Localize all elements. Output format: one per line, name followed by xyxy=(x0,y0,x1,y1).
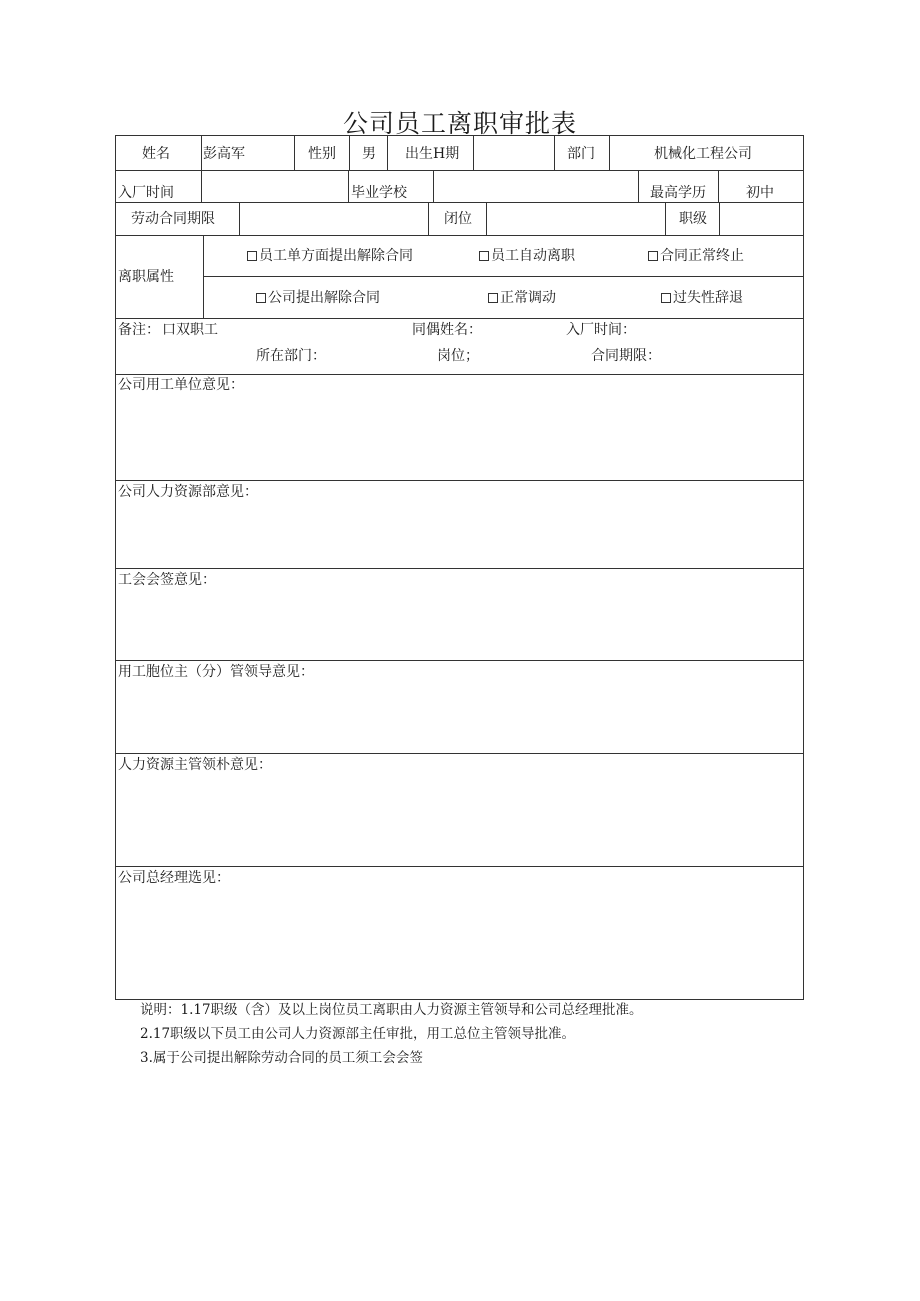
resign-type-label: 离职属性 xyxy=(118,269,174,285)
col-divider xyxy=(239,202,240,235)
col-divider xyxy=(719,202,720,235)
spouse-dept-label: 所在部门： xyxy=(256,348,326,364)
form-title: 公司员工离职审批表 xyxy=(342,109,577,138)
education-label: 最高学历 xyxy=(650,185,706,201)
footnote-2: 2.17职级以下员工由公司人力资源部主任审批，用工总位主管领导批准。 xyxy=(140,1026,576,1042)
col-divider xyxy=(609,136,610,170)
dept-value[interactable]: 机械化工程公司 xyxy=(654,146,752,162)
approval-form xyxy=(115,135,804,1000)
level-label: 职级 xyxy=(679,211,707,227)
resign-option-company-terminate[interactable] xyxy=(256,291,380,305)
unit-leader-opinion-label: 用工胞位主（分）管领导意见： xyxy=(118,664,314,680)
col-divider xyxy=(428,202,429,235)
col-divider xyxy=(486,202,487,235)
birth-label: 出生H期 xyxy=(405,146,460,162)
row-divider xyxy=(116,866,803,867)
checkbox-icon[interactable] xyxy=(661,293,671,303)
name-label: 姓名 xyxy=(142,146,170,162)
resign-option-label: 公司提出解除合同 xyxy=(268,290,380,306)
checkbox-icon[interactable] xyxy=(256,293,266,303)
dept-label: 部门 xyxy=(567,146,595,162)
spouse-name-label: 同偶姓名： xyxy=(412,322,482,338)
gender-value[interactable]: 男 xyxy=(362,146,376,162)
row-divider xyxy=(203,276,803,277)
col-divider xyxy=(201,170,202,202)
col-divider xyxy=(348,170,349,202)
dual-worker-checkbox[interactable] xyxy=(162,323,218,337)
contract-term-label: 劳动合同期限 xyxy=(131,211,215,227)
gender-label: 性别 xyxy=(308,146,336,162)
col-divider xyxy=(638,170,639,202)
resign-option-label: 员工自动离职 xyxy=(491,248,575,264)
resign-option-label: 员工单方面提出解除合同 xyxy=(259,248,413,264)
checkbox-icon[interactable] xyxy=(247,251,257,261)
col-divider xyxy=(554,136,555,170)
row-divider xyxy=(116,318,803,319)
dual-worker-label: 双职工 xyxy=(176,322,218,338)
row-divider xyxy=(116,568,803,569)
resign-option-transfer[interactable] xyxy=(488,291,556,305)
row-divider xyxy=(116,480,803,481)
resign-option-label: 合同正常终止 xyxy=(660,248,744,264)
row-divider xyxy=(116,660,803,661)
position-label: 闭位 xyxy=(444,211,472,227)
employer-unit-opinion-label: 公司用工单位意见： xyxy=(118,377,244,393)
checkbox-glyph: 口 xyxy=(162,322,176,338)
row-divider xyxy=(116,170,803,171)
col-divider xyxy=(473,136,474,170)
resign-option-unilateral[interactable] xyxy=(247,249,413,263)
name-value[interactable]: 彭高军 xyxy=(203,146,245,162)
footnote-3: 3.属于公司提出解除劳动合同的员工须工会会签 xyxy=(140,1050,423,1066)
col-divider xyxy=(433,170,434,202)
col-divider xyxy=(201,136,202,170)
footnote-1: 说明：1.17职级（含）及以上岗位员工离职由人力资源主管领导和公司总经理批准。 xyxy=(140,1002,643,1018)
school-label: 毕业学校 xyxy=(351,185,407,201)
row-divider xyxy=(116,202,803,203)
general-manager-opinion-label: 公司总经理选见： xyxy=(118,870,230,886)
spouse-contract-label: 合同期限： xyxy=(591,348,661,364)
col-divider xyxy=(203,235,204,318)
spouse-position-label: 岗位； xyxy=(437,348,479,364)
col-divider xyxy=(718,170,719,202)
entry-date-label: 入厂时间 xyxy=(118,185,174,201)
checkbox-icon[interactable] xyxy=(648,251,658,261)
row-divider xyxy=(116,374,803,375)
hr-dept-opinion-label: 公司人力资源部意见： xyxy=(118,484,258,500)
row-divider xyxy=(116,235,803,236)
remarks-label: 备注： xyxy=(118,322,160,338)
resign-option-dismissal[interactable] xyxy=(661,291,743,305)
resign-option-label: 正常调动 xyxy=(500,290,556,306)
resign-option-voluntary[interactable] xyxy=(479,249,575,263)
checkbox-icon[interactable] xyxy=(479,251,489,261)
checkbox-icon[interactable] xyxy=(488,293,498,303)
col-divider xyxy=(665,202,666,235)
col-divider xyxy=(387,136,388,170)
row-divider xyxy=(116,753,803,754)
col-divider xyxy=(294,136,295,170)
col-divider xyxy=(349,136,350,170)
spouse-entry-date-label: 入厂时间： xyxy=(566,322,636,338)
union-opinion-label: 工会会签意见： xyxy=(118,572,216,588)
hr-leader-opinion-label: 人力资源主管领朴意见： xyxy=(118,757,272,773)
education-value[interactable]: 初中 xyxy=(746,185,774,201)
resign-option-contract-end[interactable] xyxy=(648,249,744,263)
resign-option-label: 过失性辞退 xyxy=(673,290,743,306)
